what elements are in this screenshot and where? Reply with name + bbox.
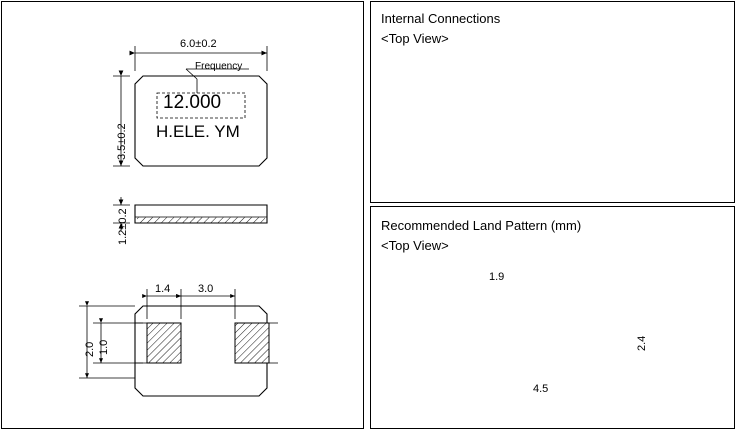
internal-connections-drawing	[370, 1, 735, 203]
frequency-callout: Frequency	[195, 61, 243, 72]
bottom-view-pad-gap-dim: 3.0	[198, 283, 214, 295]
land-pattern-title: Recommended Land Pattern (mm)	[381, 218, 582, 233]
bottom-view-pad-pitch-dim: 2.0	[84, 341, 96, 357]
land-pattern-total-width-dim: 4.5	[533, 383, 549, 395]
marking-frequency: 12.000	[163, 92, 222, 113]
bottom-view-pad-height-dim: 1.0	[98, 339, 110, 355]
land-pattern-subtitle: <Top View>	[381, 238, 449, 253]
top-view-width-dim: 6.0±0.2	[180, 38, 217, 50]
land-pattern-drawing	[370, 206, 735, 429]
marking-code: H.ELE. YM	[156, 122, 240, 141]
side-view-thickness-dim: 1.2±0.2	[117, 208, 129, 245]
bottom-view-pad-width-dim: 1.4	[155, 283, 171, 295]
top-view-height-dim: 3.5±0.2	[116, 123, 128, 160]
land-pattern-pad-height-dim: 2.4	[636, 335, 648, 351]
internal-connections-title: Internal Connections	[381, 11, 501, 26]
dimensions-drawing	[1, 1, 365, 431]
land-pattern-pad-width-dim: 1.9	[489, 271, 505, 283]
internal-connections-subtitle: <Top View>	[381, 31, 449, 46]
